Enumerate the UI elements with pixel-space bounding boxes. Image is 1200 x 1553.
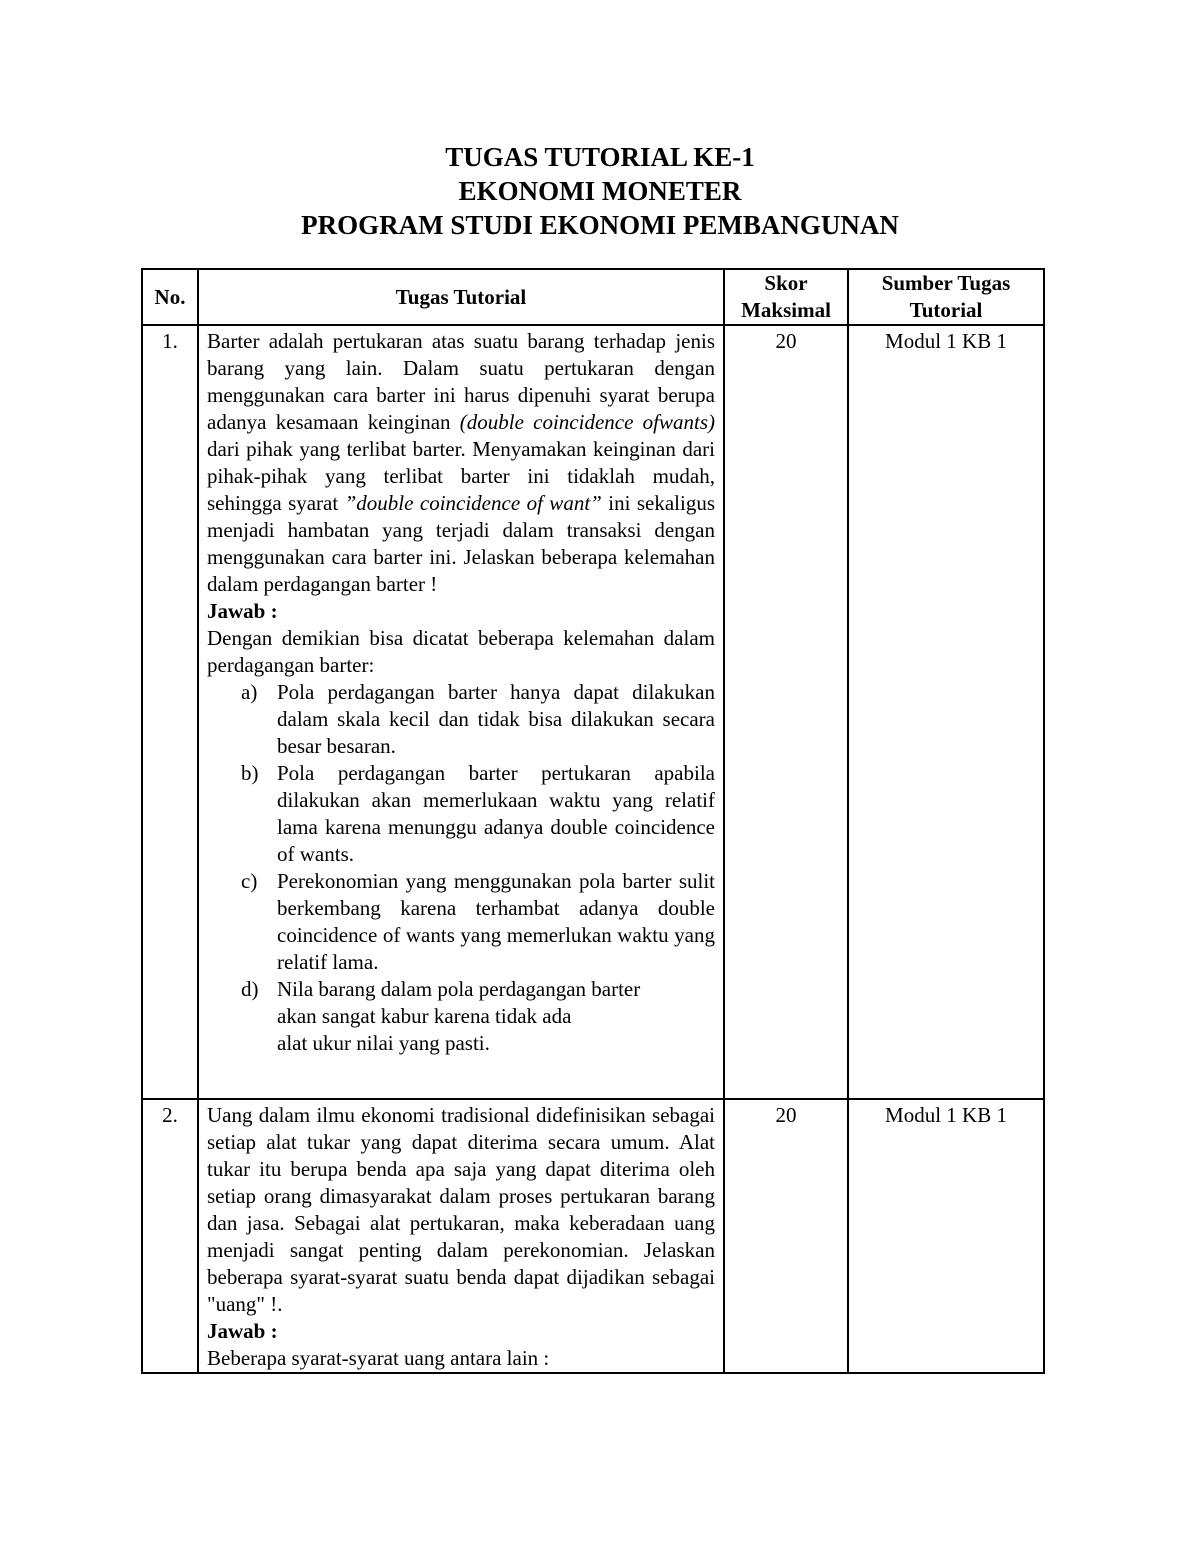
list-item-text: Perekonomian yang menggunakan pola barter sulit berkembang karena terhambat adanya double coincidence of wants yang memerlukan waktu yang relatif lama. [277,869,715,974]
question-segment: dari pihak yang terlibat barter. Menyamakan keinginan dari pihak-pihak yang terlibat barter ini tidaklah mudah, sehingga syarat [207,437,715,515]
question-text [207,328,715,598]
answer-intro: Beberapa syarat-syarat uang antara lain : [207,1346,550,1370]
question-segment: ini sekaligus menjadi hambatan yang terjadi dalam transaksi dengan menggunakan cara barter ini. Jelaskan beberapa kelemahan dalam perdagangan barter ! [207,491,715,596]
task-cell [198,1099,724,1373]
header-no: No. [142,269,198,325]
document-title [0,140,1200,242]
question-text: Uang dalam ilmu ekonomi tradisional didefinisikan sebagai setiap alat tukar yang dapat diterima secara umum. Alat tukar itu berupa benda apa saja yang dapat diterima oleh setiap orang dimasyarakat dalam proses pertukaran barang dan jasa. Sebagai alat pertukaran, maka keberadaan uang menjadi sangat penting dalam perekonomian. Jelaskan beberapa syarat-syarat suatu benda dapat dijadikan sebagai "uang" !. [207,1103,715,1316]
header-task: Tugas Tutorial [198,269,724,325]
row-number: 2. [142,1099,198,1373]
list-item-text: alat ukur nilai yang pasti. [277,1031,490,1055]
list-item [207,976,715,1057]
header-score-line-1: Skor [764,271,808,295]
list-item-text: Nila barang dalam pola perdagangan barter [277,977,641,1001]
score-cell: 20 [724,325,848,1099]
header-source [848,269,1044,325]
list-marker: b) [241,761,259,785]
list-marker: a) [241,680,258,704]
answer-label: Jawab : [207,599,278,623]
source-cell: Modul 1 KB 1 [848,1099,1044,1373]
answer-label: Jawab : [207,1319,278,1343]
tutorial-task-table [141,268,1045,1374]
list-item-text: akan sangat kabur karena tidak ada [277,1004,572,1028]
question-italic-term: (double coincidence ofwants) [459,410,715,434]
list-item-text: Pola perdagangan barter hanya dapat dilakukan dalam skala kecil dan tidak bisa dilakukan secara besar besaran. [277,680,715,758]
answer-intro: Dengan demikian bisa dicatat beberapa kelemahan dalam perdagangan barter: [207,626,715,677]
header-score-line-2: Maksimal [741,298,831,322]
score-cell: 20 [724,1099,848,1373]
header-source-line-2: Tutorial [909,298,983,322]
row-number: 1. [142,325,198,1099]
source-cell: Modul 1 KB 1 [848,325,1044,1099]
answer-list [207,679,715,1057]
table-row [142,325,1044,1099]
list-marker: d) [241,977,259,1001]
header-source-line-1: Sumber Tugas [881,271,1011,295]
table-row [142,1099,1044,1373]
title-line-2: EKONOMI MONETER [458,176,742,206]
question-segment: Barter adalah pertukaran atas suatu barang terhadap jenis barang yang lain. Dalam suatu pertukaran dengan menggunakan cara barter ini harus dipenuhi syarat berupa adanya kesamaan keinginan [207,329,715,434]
task-cell [198,325,724,1099]
question-italic-term: ”double coincidence of want” [344,491,602,515]
list-marker: c) [241,869,258,893]
table-header-row [142,269,1044,325]
list-item [207,868,715,976]
title-line-3: PROGRAM STUDI EKONOMI PEMBANGUNAN [301,210,899,240]
list-item [207,760,715,868]
header-score [724,269,848,325]
list-item-text: Pola perdagangan barter pertukaran apabila dilakukan akan memerlukaan waktu yang relatif lama karena menunggu adanya double coincidence of wants. [277,761,715,866]
list-item [207,679,715,760]
title-line-1: TUGAS TUTORIAL KE-1 [445,142,755,172]
